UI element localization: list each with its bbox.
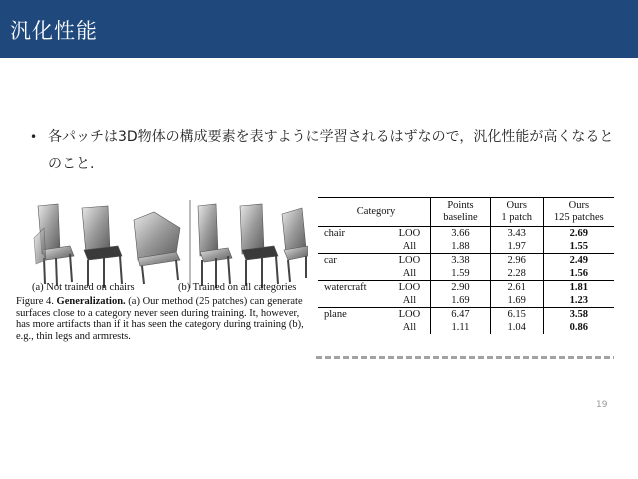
table-row — [318, 294, 614, 308]
header-category: Category — [318, 198, 431, 227]
row-points-baseline: 1.88 — [431, 240, 491, 254]
row-ours-125-patches: 0.86 — [569, 322, 589, 333]
row-ours-1-patch: 2.28 — [490, 267, 543, 281]
row-split: All — [389, 321, 431, 334]
row-category: chair — [318, 227, 389, 241]
row-ours-125-patches: 2.69 — [543, 227, 614, 241]
header-ours125-l2: 125 patches — [553, 212, 604, 223]
row-split: All — [389, 267, 431, 281]
sub-caption-b: (b) Trained on all categories — [178, 282, 297, 293]
row-category — [318, 240, 389, 254]
row-ours-125-patches: 1.56 — [569, 268, 589, 279]
chair-b2 — [240, 204, 278, 288]
header-ours125-l1: Ours — [568, 200, 590, 211]
row-category: plane — [318, 308, 389, 322]
table-row — [318, 227, 614, 241]
row-split: All — [389, 294, 431, 308]
header-ours-125 — [543, 198, 614, 227]
row-category — [318, 267, 389, 281]
bullet-text: 各パッチは3D物体の構成要素を表すように学習されるはずなので，汎化性能が高くなるとのこと. — [48, 129, 614, 172]
row-category: watercraft — [318, 281, 389, 295]
header-points-l1: Points — [447, 200, 474, 211]
row-category: car — [318, 254, 389, 268]
sub-caption-a: (a) Not trained on chairs — [32, 282, 135, 293]
row-ours-125-patches: 2.49 — [543, 254, 614, 268]
paper-figure — [16, 198, 308, 368]
row-points-baseline: 1.59 — [431, 267, 491, 281]
row-split: LOO — [389, 308, 431, 322]
row-split: LOO — [389, 227, 431, 241]
row-ours-125-patches: 3.58 — [543, 308, 614, 322]
slide-title: 汎化性能 — [10, 19, 98, 43]
row-ours-1-patch: 2.61 — [490, 281, 543, 295]
cropped-caption-edge — [316, 356, 614, 359]
row-ours-1-patch: 3.43 — [490, 227, 543, 241]
page-number: 19 — [596, 400, 608, 410]
row-ours-1-patch: 6.15 — [490, 308, 543, 322]
results-table — [318, 197, 614, 334]
table-body — [318, 227, 614, 335]
chair-a1 — [34, 204, 74, 286]
row-ours-125-patches: 1.55 — [569, 241, 589, 252]
table-row — [318, 254, 614, 268]
caption-text: (a) Our method (25 patches) can generate surfaces close to a category never seen during training. It, however, has more artifacts than if it has seen the category during training (b), e.g., thin legs and armrests. — [16, 296, 304, 343]
row-points-baseline: 3.66 — [431, 227, 491, 241]
row-split: LOO — [389, 254, 431, 268]
header-points — [431, 198, 491, 227]
row-points-baseline: 3.38 — [431, 254, 491, 268]
chair-a2 — [82, 206, 122, 288]
table-row — [318, 281, 614, 295]
slide-header — [0, 0, 638, 58]
table-row — [318, 308, 614, 322]
caption-label: Figure 4. — [16, 296, 54, 307]
chair-a3 — [134, 212, 180, 284]
table-header-row — [318, 198, 614, 227]
row-ours-1-patch: 2.96 — [490, 254, 543, 268]
row-ours-125-patches: 1.23 — [569, 295, 589, 306]
row-ours-1-patch: 1.69 — [490, 294, 543, 308]
header-ours1-l2: 1 patch — [501, 212, 533, 223]
row-split: All — [389, 240, 431, 254]
figure-caption — [16, 296, 308, 343]
row-category — [318, 294, 389, 308]
chair-renderings-image — [30, 198, 308, 290]
row-points-baseline: 1.11 — [431, 321, 491, 334]
row-category — [318, 321, 389, 334]
chair-b3 — [282, 208, 308, 282]
row-points-baseline: 1.69 — [431, 294, 491, 308]
header-ours-1 — [490, 198, 543, 227]
results-table-image — [318, 197, 614, 357]
bullet-point — [30, 124, 620, 178]
row-split: LOO — [389, 281, 431, 295]
row-ours-1-patch: 1.04 — [490, 321, 543, 334]
row-ours-1-patch: 1.97 — [490, 240, 543, 254]
caption-bold: Generalization. — [56, 296, 126, 307]
header-points-l2: baseline — [443, 212, 478, 223]
row-ours-125-patches: 1.81 — [543, 281, 614, 295]
row-points-baseline: 2.90 — [431, 281, 491, 295]
table-row — [318, 321, 614, 334]
header-ours1-l1: Ours — [506, 200, 527, 211]
bullet-marker: • — [30, 130, 38, 144]
table-row — [318, 267, 614, 281]
row-points-baseline: 6.47 — [431, 308, 491, 322]
chair-b1 — [198, 204, 232, 288]
table-row — [318, 240, 614, 254]
